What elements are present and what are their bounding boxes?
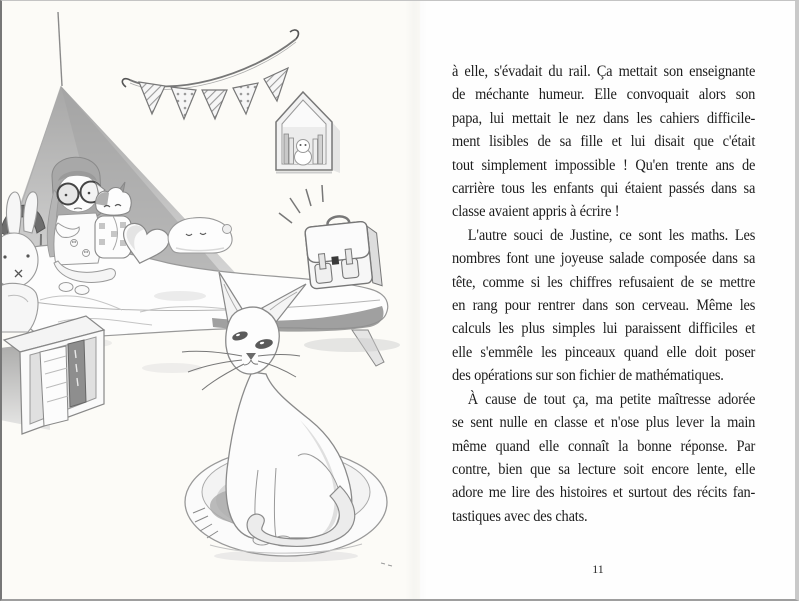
cat-plush <box>95 182 131 258</box>
text-line: L'autre souci de Justine, ce sont les maths. Les <box>467 226 756 244</box>
text-line: tastiques avec des chats. <box>452 507 588 525</box>
shelf-figurine <box>295 140 312 166</box>
text-line: papa, lui mettait le nez dans les cahiers difficile- <box>452 109 756 127</box>
sleeping-plush <box>168 218 232 253</box>
cube-shelf-books <box>0 316 104 434</box>
text-line: même quand elle connaît la bonne réponse. Par <box>452 437 756 455</box>
text-line: À cause de tout ça, ma petite maîtresse adorée <box>467 390 756 408</box>
text-line: tout simplement impossible ! Qu'en trente ans de <box>452 156 756 174</box>
text-line: en rang pour rentrer dans son cerveau. Même les <box>452 297 756 315</box>
school-satchel <box>279 185 382 293</box>
bunny-plush <box>0 192 38 332</box>
text-column <box>452 60 755 528</box>
text-line: ment lisibles de sa fille et lui disait que c'était <box>452 133 756 151</box>
text-line: calculs les plus simples lui paraissent difficiles et <box>452 320 756 338</box>
wall-smudge <box>142 363 202 373</box>
text-line: à elle, s'évadait du rail. Ça mettait son enseignante <box>452 63 756 80</box>
wall-smudge <box>304 338 400 352</box>
text-line: tête, comme si les chiffres refusaient de se mettre <box>452 273 756 291</box>
text-line: de méchante humeur. Elle convoquait alors son <box>452 86 756 104</box>
pencil-marks <box>381 563 392 566</box>
text-line: adore me lire des histoires et surtout des récits fan- <box>452 484 756 502</box>
text-line: des opérations sur son fichier de mathématiques. <box>452 367 724 385</box>
page-number: 11 <box>592 562 604 576</box>
emphasis-rays <box>279 185 323 223</box>
house-shelf <box>276 92 340 173</box>
text-line: nombres font une joyeuse salade composée dans sa <box>452 250 756 268</box>
text-line: contre, bien que sa lecture soit encore lente, elle <box>452 460 756 478</box>
text-line: carrière tous les enfants qui étaient passés dans sa <box>452 180 756 198</box>
text-line: elle s'emmêle les pinceaux quand elle doit poser <box>452 343 756 361</box>
wall-smudge <box>154 291 206 301</box>
bunting-garland <box>122 30 298 119</box>
text-line: classe avaient appris à écrire ! <box>452 203 620 221</box>
text-line: se sent nulle en classe et n'ose plus lever la main <box>452 414 756 432</box>
